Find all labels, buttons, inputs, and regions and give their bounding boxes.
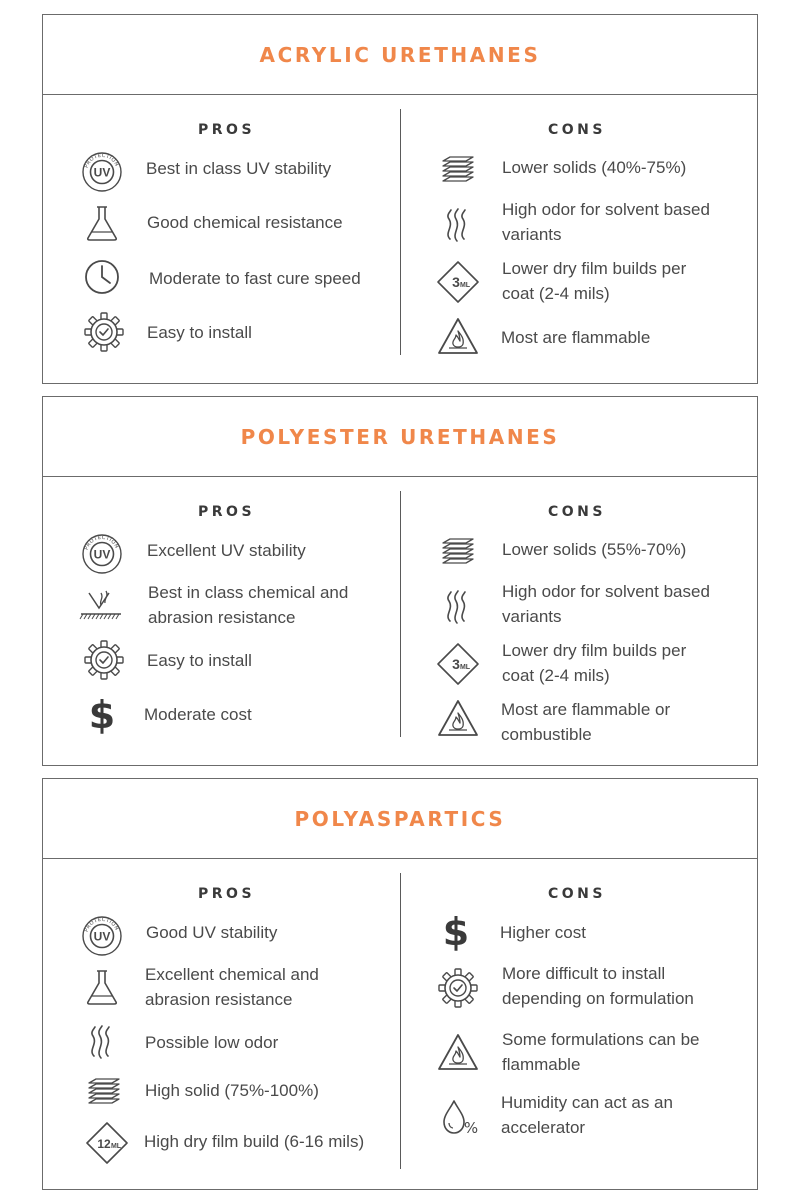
film-3ml-icon: [436, 260, 480, 304]
pros-item: High dry film build (6-16 mils): [144, 1132, 365, 1151]
gear-check-icon: [82, 310, 126, 354]
section-title: ACRYLIC URETHANES: [259, 42, 541, 67]
cons-item: Lower dry film builds per coat (2-4 mils): [502, 641, 687, 685]
gear-check-icon: [436, 966, 480, 1010]
odor-icon: [80, 1020, 124, 1064]
section-title: POLYESTER URETHANES: [240, 424, 560, 449]
cons-item: Lower solids (40%-75%): [502, 158, 687, 177]
column-divider: [400, 873, 401, 1169]
cons-item: High odor for solvent based variants: [502, 200, 710, 244]
film-12ml-icon: [85, 1121, 129, 1165]
cons-heading: CONS: [548, 504, 606, 520]
pros-item: Easy to install: [147, 651, 252, 670]
svg-text:ML: ML: [110, 1143, 122, 1150]
pros-item: Good UV stability: [146, 923, 278, 942]
layers-icon: [436, 147, 480, 191]
flammable-icon: [436, 697, 480, 741]
pros-item: Easy to install: [147, 323, 252, 342]
svg-text:UV: UV: [93, 165, 111, 180]
svg-text:ML: ML: [459, 664, 471, 671]
layers-icon: [82, 1069, 126, 1113]
pros-heading: PROS: [198, 122, 256, 138]
gear-check-icon: [82, 638, 126, 682]
odor-icon: [436, 203, 480, 247]
svg-text:$: $: [442, 910, 470, 954]
cons-item: Higher cost: [500, 923, 586, 942]
cons-item: Lower dry film builds per coat (2-4 mils): [502, 259, 687, 303]
pros-item: Best in class UV stability: [146, 159, 332, 178]
uv-protection-icon: [80, 914, 124, 958]
cons-item: Most are flammable: [501, 328, 651, 347]
section-header: [43, 779, 757, 859]
cons-item: Lower solids (55%-70%): [502, 540, 687, 559]
layers-icon: [436, 529, 480, 573]
flask-icon: [80, 965, 124, 1009]
section-polyester-urethanes: [42, 396, 758, 766]
cons-item: More difficult to install depending on formulation: [502, 964, 694, 1008]
film-3ml-icon: [436, 642, 480, 686]
pros-heading: PROS: [198, 886, 256, 902]
cons-item: Most are flammable or combustible: [501, 700, 671, 744]
dollar-icon: [80, 692, 124, 736]
svg-text:UV: UV: [93, 929, 111, 944]
pros-item: Possible low odor: [145, 1033, 279, 1052]
pros-item: Excellent chemical and abrasion resistance: [145, 965, 319, 1009]
svg-text:UV: UV: [93, 547, 111, 562]
flammable-icon: [436, 315, 480, 359]
flask-icon: [80, 201, 124, 245]
odor-icon: [436, 585, 480, 629]
section-acrylic-urethanes: [42, 14, 758, 384]
humidity-icon: [438, 1095, 482, 1139]
cons-item: High odor for solvent based variants: [502, 582, 710, 626]
uv-protection-icon: [80, 532, 124, 576]
column-divider: [400, 109, 401, 355]
section-header: [43, 397, 757, 477]
svg-text:%: %: [463, 1119, 479, 1137]
flammable-icon: [436, 1031, 480, 1075]
section-title: POLYASPARTICS: [294, 806, 506, 831]
pros-item: High solid (75%-100%): [145, 1081, 319, 1100]
dollar-icon: [434, 909, 478, 953]
section-header: [43, 15, 757, 95]
svg-text:PROTECTION: PROTECTION: [83, 534, 120, 551]
svg-text:PROTECTION: PROTECTION: [83, 916, 120, 933]
svg-text:ML: ML: [459, 282, 471, 289]
pros-item: Good chemical resistance: [147, 213, 343, 232]
clock-icon: [80, 255, 124, 299]
svg-text:12: 12: [97, 1137, 111, 1151]
abrasion-icon: [79, 581, 123, 625]
cons-item: Some formulations can be flammable: [502, 1030, 700, 1074]
cons-item: Humidity can act as an accelerator: [501, 1093, 673, 1137]
svg-text:3: 3: [452, 656, 460, 672]
column-divider: [400, 491, 401, 737]
svg-text:3: 3: [452, 274, 460, 290]
svg-text:$: $: [88, 693, 116, 737]
pros-item: Best in class chemical and abrasion resistance: [148, 583, 349, 627]
pros-item: Excellent UV stability: [147, 541, 306, 560]
pros-item: Moderate to fast cure speed: [149, 269, 361, 288]
cons-heading: CONS: [548, 122, 606, 138]
pros-heading: PROS: [198, 504, 256, 520]
section-polyaspartics: [42, 778, 758, 1190]
cons-heading: CONS: [548, 886, 606, 902]
svg-text:PROTECTION: PROTECTION: [83, 152, 120, 169]
uv-protection-icon: [80, 150, 124, 194]
pros-item: Moderate cost: [144, 705, 252, 724]
